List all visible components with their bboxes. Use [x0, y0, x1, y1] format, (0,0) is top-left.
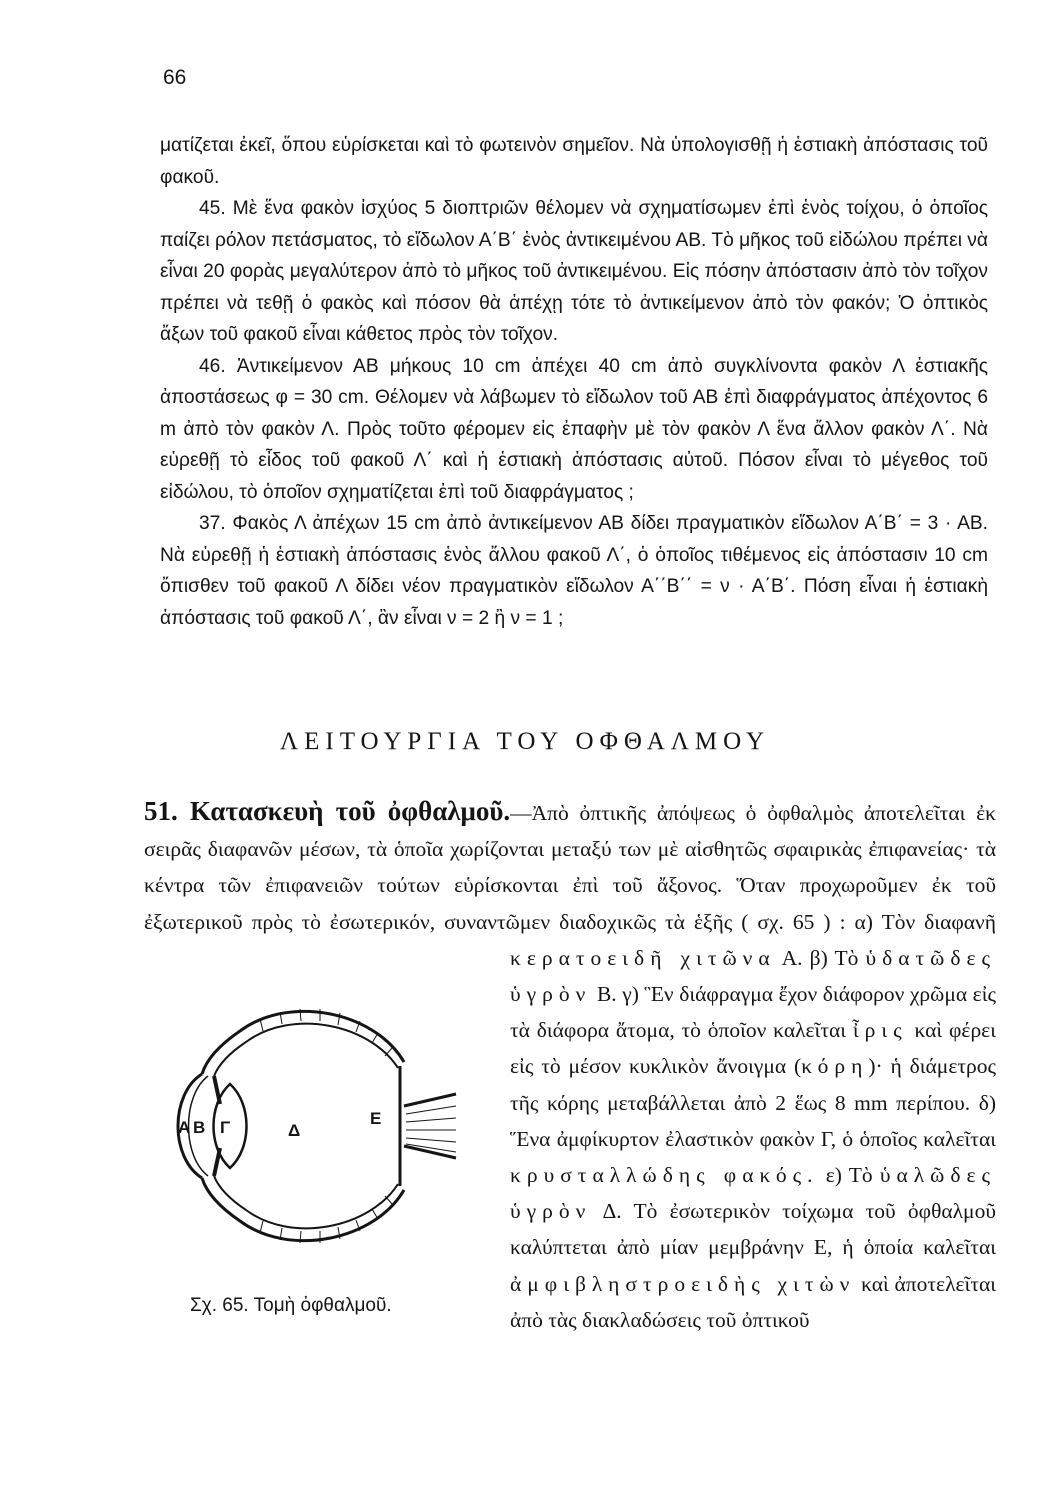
section-heading: ΛΕΙΤΟΥΡΓΙΑ ΤΟΥ ΟΦΘΑΛΜΟΥ — [279, 728, 771, 755]
label-D: Δ — [288, 1120, 301, 1140]
optic-nerve-fibers — [406, 1106, 456, 1152]
article-title: 51. Κατασκευὴ τοῦ ὀφθαλμοῦ. — [144, 796, 511, 826]
text-e: ε) Τὸ — [825, 1163, 873, 1188]
text-a-end: Α. β) Τὸ — [781, 945, 859, 970]
article-intro: —Ἀπὸ ὀπτικῆς ἀπόψεως ὁ ὀφθαλμὸς ἀποτελεῖται ἐκ σειρᾶς διαφανῶν μέσων, τὰ ὁποῖα χωρίζονται μεταξύ των μὲ αἰσθητῶς σφαιρικὰς ἐπιφανείας· τὰ κέντρα τῶν ἐπιφανειῶν τούτων εὑρίσκονται ἐπὶ τοῦ ἄξονος. Ὅταν προχωροῦμεν ἐκ τοῦ ἐξωτερικοῦ πρὸς τὸ ἐσωτερικόν, συναντῶμεν διαδοχικῶς τὰ ἑξῆς ( σχ. 65 ) : α) Τὸν διαφανῆ — [144, 801, 996, 934]
label-G: Γ — [220, 1117, 231, 1137]
label-A: Α — [178, 1117, 191, 1137]
page-number: 66 — [163, 66, 187, 89]
term-pupil: κόρη — [801, 1054, 869, 1079]
label-B: Β — [193, 1117, 206, 1137]
text-g: καὶ ἀποτελεῖται ἀπὸ τὰς διακλαδώσεις τοῦ ὀπτικοῦ — [510, 1271, 997, 1332]
eye-cross-section-diagram — [160, 976, 460, 1276]
text-c: καὶ φέρει εἰς τὸ μέσον κυκλικὸν ἄνοιγμα ( — [510, 1018, 996, 1079]
term-cornea: κερατοειδῆ χιτῶνα — [510, 945, 776, 970]
term-lens: κρυσταλλώδης φακός. — [510, 1163, 819, 1188]
figure-caption: Σχ. 65. Τομὴ ὀφθαλμοῦ. — [190, 1294, 392, 1316]
exercises-block — [160, 130, 988, 634]
eye-figure — [144, 940, 496, 1348]
label-E: Ε — [370, 1108, 382, 1128]
optic-nerve — [404, 1094, 456, 1158]
exercise-37: 37. Φακὸς Λ ἀπέχων 15 cm ἀπὸ ἀντικείμενον ΑΒ δίδει πραγματικὸν εἴδωλον Α΄Β΄ = 3 · ΑΒ. Νὰ εὑρεθῇ ἡ ἑστιακὴ ἀπόστασις ἑνὸς ἄλλου φακοῦ Λ΄, ὁ ὁποῖος τιθέμενος εἰς ἀπόστασιν 10 cm ὄπισθεν τοῦ φακοῦ Λ δίδει νέον πραγματικὸν εἴδωλον Α΄΄Β΄΄ = ν · Α΄Β΄. Πόση εἶναι ἡ ἑστιακὴ ἀπόστασις τοῦ φακοῦ Λ΄, ἂν εἶναι ν = 2 ἢ ν = 1 ; — [160, 513, 988, 629]
exercise-45: 45. Μὲ ἕνα φακὸν ἰσχύος 5 διοπτριῶν θέλομεν νὰ σχηματίσωμεν ἐπὶ ἑνὸς τοίχου, ὁ ὁποῖος παίζει ρόλον πετάσματος, τὸ εἴδωλον Α΄Β΄ ἑνὸς ἀντικειμένου ΑΒ. Τὸ μῆκος τοῦ εἰδώλου πρέπει νὰ εἶναι 20 φορὰς μεγαλύτερον ἀπὸ τὸ μῆκος τοῦ ἀντικειμένου. Εἰς πόσην ἀπόστασιν ἀπὸ τὸν τοῖχον πρέπει νὰ τεθῇ ὁ φακὸς καὶ πόσον θὰ ἀπέχῃ τότε τὸ ἀντικείμενον ἀπὸ τὸν φακόν; Ὁ ὀπτικὸς ἄξων τοῦ φακοῦ εἶναι κάθετος πρὸς τὸν τοῖχον. — [160, 198, 988, 345]
term-vitreous: ὑαλῶδες ὑγρὸν — [510, 1163, 996, 1224]
text-b-end: Β. γ) Ἓν διάφραγμα ἔχον διάφορον χρῶμα εἰς τὰ διάφορα ἄτομα, τὸ ὁποῖον καλεῖται — [510, 982, 997, 1043]
exercise-continuation: ματίζεται ἐκεῖ, ὅπου εὑρίσκεται καὶ τὸ φωτεινὸν σημεῖον. Νὰ ὑπολογισθῇ ἡ ἑστιακὴ ἀπόστασις τοῦ φακοῦ. — [160, 135, 988, 188]
term-retina: ἀμφιβληστροειδὴς χιτὼν — [510, 1271, 856, 1296]
term-aqueous: ὑδατῶδες ὑγρὸν — [510, 945, 996, 1007]
text-f: Δ. Τὸ ἐσωτερικὸν τοίχωμα τοῦ ὀφθαλμοῦ καλύπτεται ἀπὸ μίαν μεμβράνην Ε, ἡ ὁποία καλεῖται — [510, 1199, 996, 1260]
text-d: )· ἡ διάμετρος τῆς κόρης μεταβάλλεται ἀπὸ 2 ἕως 8 mm περίπου. δ) Ἕνα ἀμφίκυρτον ἐλαστικὸν φακὸν Γ, ὁ ὁποῖος καλεῖται — [510, 1054, 996, 1151]
term-iris: ἶρις — [852, 1018, 908, 1043]
exercise-46: 46. Ἀντικείμενον ΑΒ μήκους 10 cm ἀπέχει 40 cm ἀπὸ συγκλίνοντα φακὸν Λ ἑστιακῆς ἀποστάσεως φ = 30 cm. Θέλομεν νὰ λάβωμεν τὸ εἴδωλον τοῦ ΑΒ ἐπὶ διαφράγματος ἀπέχοντος 6 m ἀπὸ τὸν φακὸν Λ. Πρὸς τοῦτο φέρομεν εἰς ἐπαφὴν μὲ τὸν φακὸν Λ ἕνα ἄλλον φακὸν Λ΄. Νὰ εὑρεθῇ τὸ εἶδος τοῦ φακοῦ Λ΄ καὶ ἡ ἑστιακὴ ἀπόστασις αὐτοῦ. Πόσον εἶναι τὸ μέγεθος τοῦ εἰδώλου, τὸ ὁποῖον σχηματίζεται ἐπὶ τοῦ διαφράγματος ; — [160, 355, 988, 503]
article-51 — [144, 793, 996, 1348]
